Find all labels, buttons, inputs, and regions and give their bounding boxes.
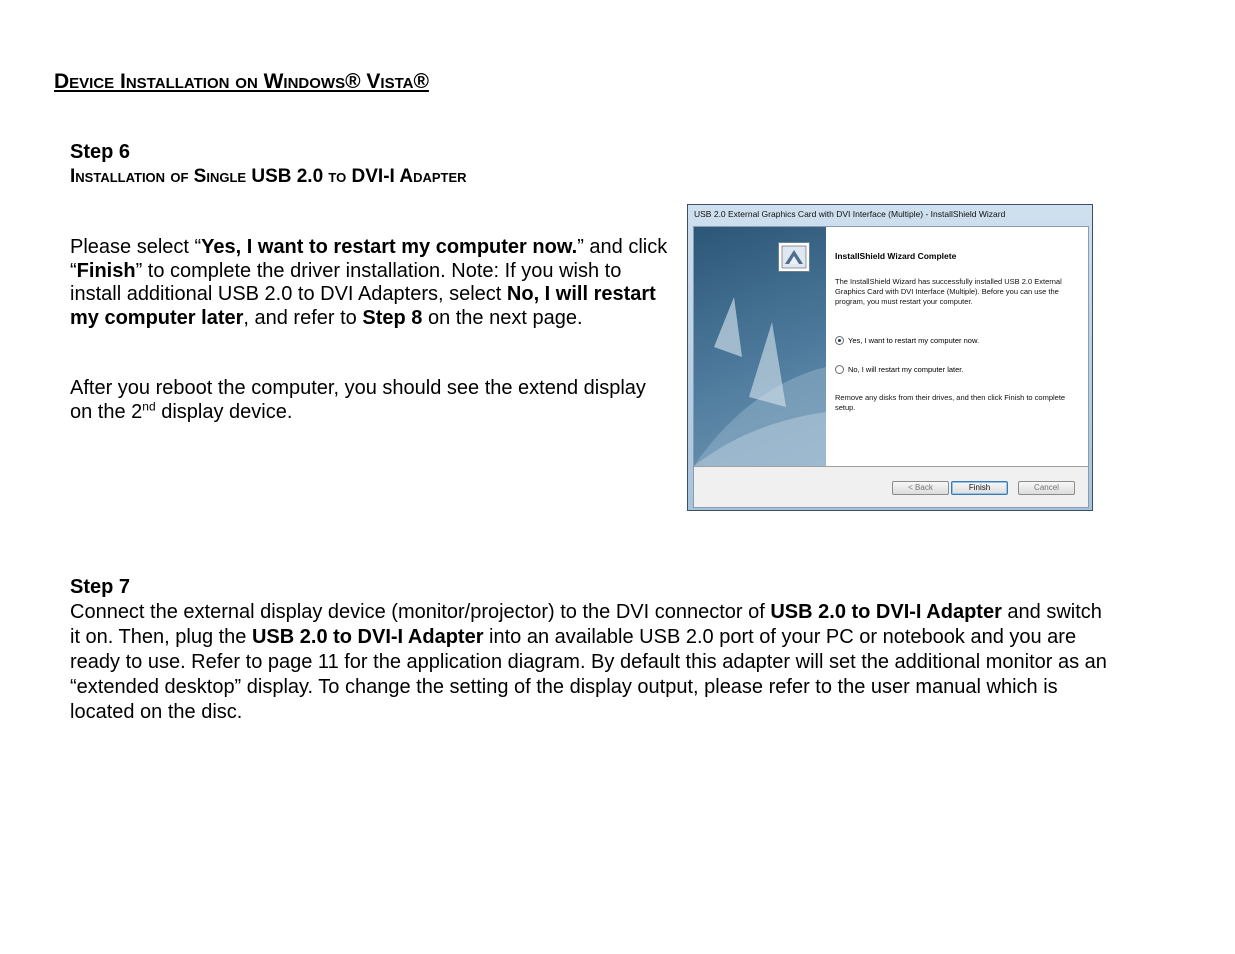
step6-reboot-note: After you reboot the computer, you should see the extend display on the 2nd display device. <box>70 377 646 423</box>
step7-title: Step 7 <box>70 576 131 598</box>
step6-title: Step 6 <box>70 141 131 163</box>
remove-disks-note: Remove any disks from their drives, and then click Finish to complete setup. <box>835 393 1066 412</box>
installshield-dialog-screenshot <box>687 204 1093 511</box>
cancel-button[interactable]: Cancel <box>1018 481 1075 495</box>
dialog-client-area <box>693 226 1089 508</box>
step6-subtitle: Installation of Single USB 2.0 to DVI-I Adapter <box>70 166 467 187</box>
restart-later-option[interactable] <box>835 365 963 374</box>
radio-selected-icon[interactable] <box>835 336 844 345</box>
restart-later-label: No, I will restart my computer later. <box>848 365 964 374</box>
restart-now-label: Yes, I want to restart my computer now. <box>848 336 980 345</box>
wizard-side-graphic <box>694 227 826 466</box>
wizard-content <box>826 227 1088 466</box>
installshield-logo-icon <box>778 242 810 272</box>
dialog-separator <box>694 466 1088 467</box>
page-heading: Device Installation on Windows® Vista® <box>54 70 429 93</box>
restart-now-option[interactable] <box>835 336 979 345</box>
wizard-heading: InstallShield Wizard Complete <box>835 251 957 261</box>
finish-button[interactable]: Finish <box>951 481 1008 495</box>
back-button[interactable]: < Back <box>892 481 949 495</box>
dialog-title: USB 2.0 External Graphics Card with DVI Interface (Multiple) - InstallShield Wizard <box>694 209 1006 219</box>
wizard-description: The InstallShield Wizard has successfully installed USB 2.0 External Graphics Card with DVI Interface (Multiple). Before you can use the program, you must restart your computer. <box>835 277 1062 306</box>
step7-instructions: Connect the external display device (monitor/projector) to the DVI connector of USB 2.0 to DVI-I Adapter and switch it on. Then, plug the USB 2.0 to DVI-I Adapter into an available USB 2.0 port of your PC or notebook and you are ready to use. Refer to page 11 for the application diagram. By default this adapter will set the additional monitor as an “extended desktop” display. To change the setting of the display output, please refer to the user manual which is located on the disc. <box>70 601 1107 723</box>
radio-unselected-icon[interactable] <box>835 365 844 374</box>
step6-instructions: Please select “Yes, I want to restart my computer now.” and click “Finish” to complete the driver installation. Note: If you wish to install additional USB 2.0 to DVI Adapters, select No, I will restart my computer later, and refer to Step 8 on the next page. <box>70 236 668 329</box>
